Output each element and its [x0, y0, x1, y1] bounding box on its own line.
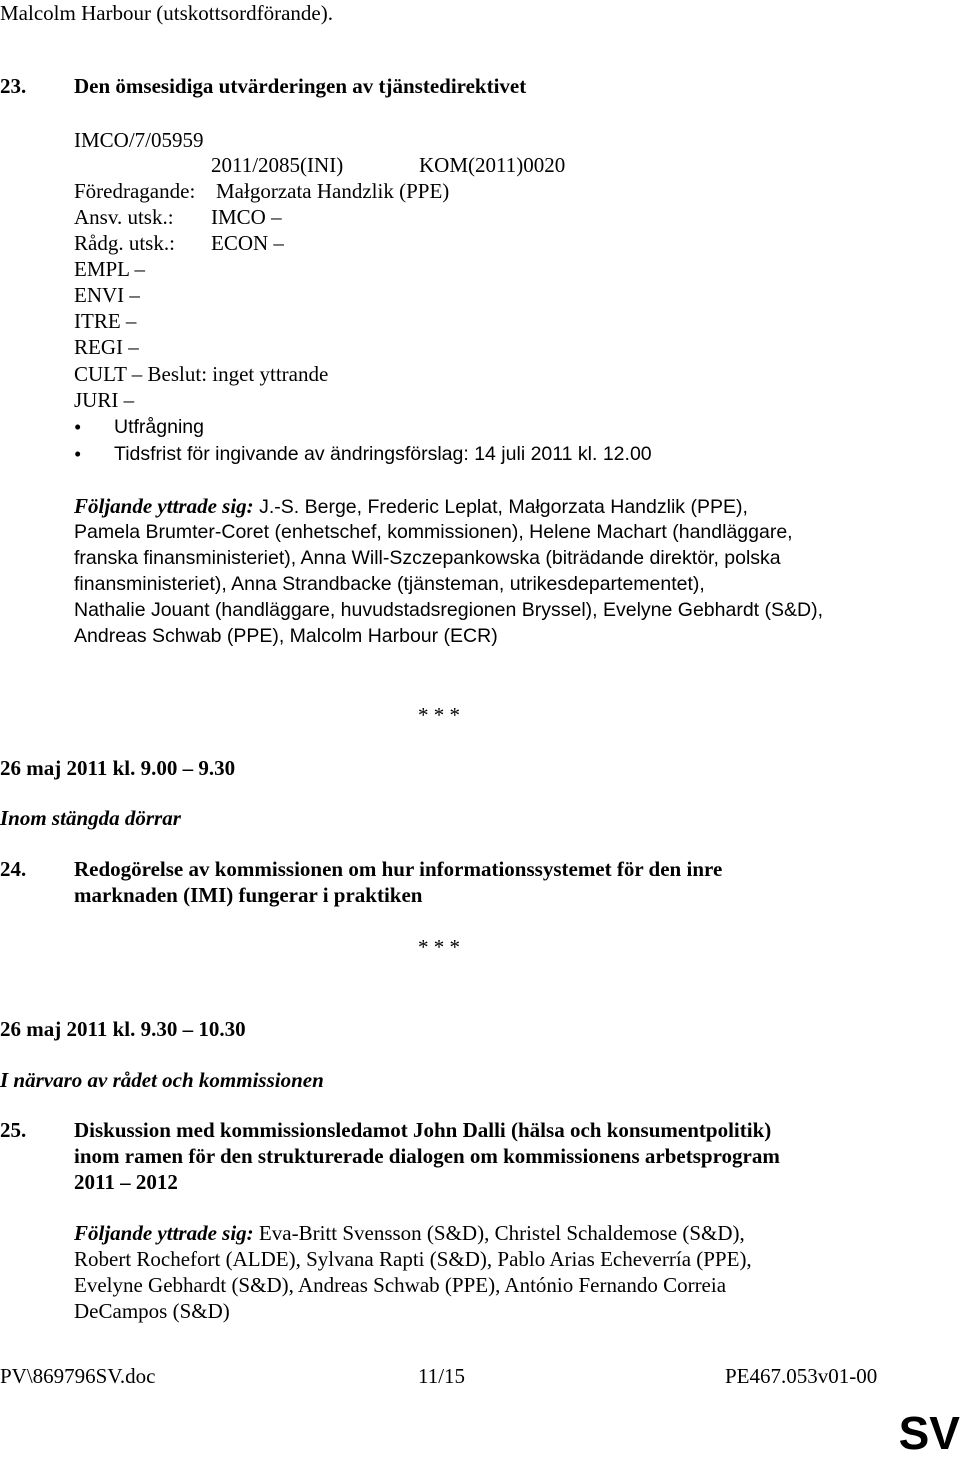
bullet-item: Utfrågning	[114, 416, 204, 438]
ansv-value: IMCO –	[211, 205, 282, 229]
item-24-title-line: marknaden (IMI) fungerar i praktiken	[74, 883, 423, 907]
bullet-icon: •	[74, 442, 82, 466]
item-23-speakers	[74, 493, 904, 649]
speakers-line: Pamela Brumter-Coret (enhetschef, kommissionen), Helene Machart (handläggare,	[74, 521, 793, 543]
header-line: Malcolm Harbour (utskottsordförande).	[0, 1, 333, 25]
radg-first: ECON –	[211, 231, 284, 255]
radg-committee: JURI –	[74, 388, 135, 412]
radg-committee: CULT – Beslut: inget yttrande	[74, 362, 329, 386]
item-23-procedure: 2011/2085(INI)	[211, 153, 344, 177]
rapporteur-label: Föredragande:	[74, 179, 196, 203]
speakers-line: DeCampos (S&D)	[74, 1299, 230, 1323]
radg-committee: EMPL –	[74, 257, 145, 281]
bullet-icon: •	[74, 415, 82, 439]
separator: * * *	[418, 935, 460, 959]
speakers-label: Följande yttrade sig:	[74, 1221, 254, 1245]
item-25-title-line: Diskussion med kommissionsledamot John Dalli (hälsa och konsumentpolitik)	[74, 1118, 772, 1142]
speakers-line: franska finansministeriet), Anna Will-Szczepankowska (biträdande direktör, polska	[74, 547, 781, 569]
speakers-line: Robert Rochefort (ALDE), Sylvana Rapti (S&D), Pablo Arias Echeverría (PPE),	[74, 1247, 752, 1271]
radg-committee: REGI –	[74, 335, 139, 359]
radg-label: Rådg. utsk.:	[74, 231, 175, 255]
item-25-title-line: 2011 – 2012	[74, 1170, 178, 1194]
item-24-number: 24.	[0, 857, 27, 881]
footer-pe-ref: PE467.053v01-00	[725, 1364, 878, 1388]
bullet-item: Tidsfrist för ingivande av ändringsförslag: 14 juli 2011 kl. 12.00	[114, 443, 652, 465]
rapporteur-name: Małgorzata Handzlik (PPE)	[216, 179, 450, 203]
item-23-number: 23.	[0, 74, 27, 98]
item-24-title-line: Redogörelse av kommissionen om hur informationssystemet för den inre	[74, 857, 723, 881]
separator: * * *	[418, 703, 460, 727]
radg-committee: ITRE –	[74, 309, 137, 333]
language-code: SV	[898, 1407, 960, 1459]
speakers-line: Eva-Britt Svensson (S&D), Christel Schaldemose (S&D),	[258, 1221, 745, 1245]
speakers-line: J.-S. Berge, Frederic Leplat, Małgorzata Handzlik (PPE),	[259, 496, 748, 518]
radg-committee: ENVI –	[74, 283, 140, 307]
item-25-number: 25.	[0, 1118, 27, 1142]
speakers-line: Nathalie Jouant (handläggare, huvudstadsregionen Bryssel), Evelyne Gebhardt (S&D),	[74, 599, 824, 621]
item-23-title: Den ömsesidiga utvärderingen av tjänstedirektivet	[74, 74, 527, 98]
session-time: 26 maj 2011 kl. 9.30 – 10.30	[0, 1017, 246, 1041]
speakers-label: Följande yttrade sig:	[74, 494, 254, 518]
session-note: I närvaro av rådet och kommissionen	[0, 1068, 324, 1092]
ansv-label: Ansv. utsk.:	[74, 205, 174, 229]
session-note: Inom stängda dörrar	[0, 806, 181, 830]
item-25-title-line: inom ramen för den strukturerade dialogen om kommissionens arbetsprogram	[74, 1144, 780, 1168]
footer-page-number: 11/15	[418, 1364, 466, 1388]
item-23-com: KOM(2011)0020	[419, 153, 566, 177]
speakers-line: Evelyne Gebhardt (S&D), Andreas Schwab (PPE), António Fernando Correia	[74, 1273, 727, 1297]
footer-doc-ref: PV\869796SV.doc	[0, 1364, 156, 1388]
speakers-line: finansministeriet), Anna Strandbacke (tjänsteman, utrikesdepartementet),	[74, 573, 705, 595]
session-time: 26 maj 2011 kl. 9.00 – 9.30	[0, 756, 236, 780]
speakers-line: Andreas Schwab (PPE), Malcolm Harbour (ECR)	[74, 625, 498, 647]
item-23-ref: IMCO/7/05959	[74, 128, 204, 152]
item-25-speakers	[74, 1220, 904, 1324]
